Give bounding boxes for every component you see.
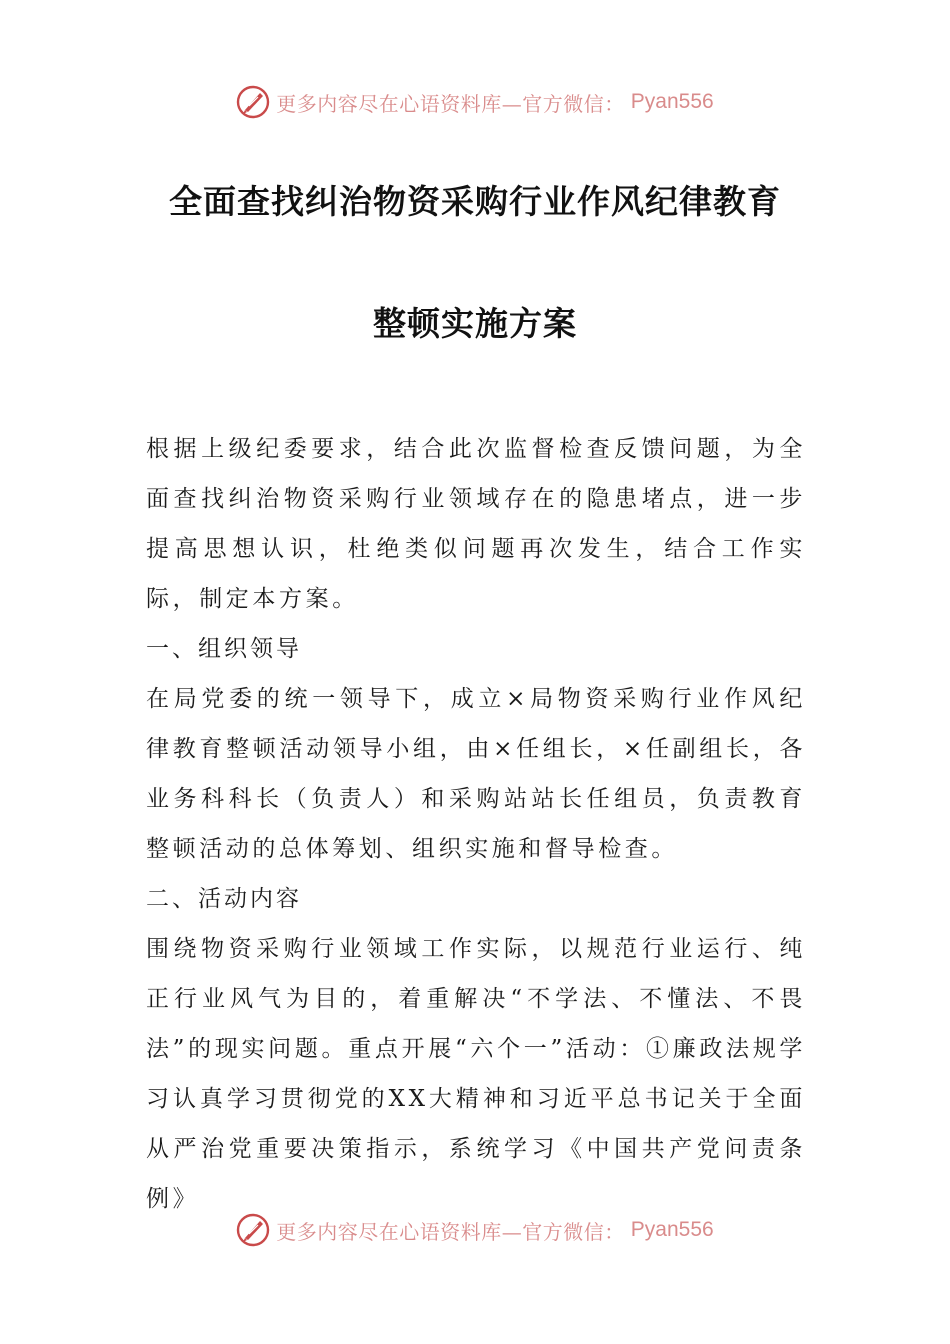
activities-paragraph: 围绕物资采购行业领域工作实际，以规范行业运行、纯正行业风气为目的，着重解决“不学法、不懂法、不畏法”的现实问题。重点开展“六个一”活动：①廉政法规学习认真学习贯彻党的XX大精神和习近平总书记关于全面从严治党重要决策指示，系统学习《中国共产党问责条例》: [146, 936, 806, 1212]
document-title-line-1: 全面查找纠治物资采购行业作风纪律教育: [169, 182, 781, 221]
document-title-line-2: 整顿实施方案: [373, 304, 577, 343]
intro-paragraph: 根据上级纪委要求，结合此次监督检查反馈问题，为全面查找纠治物资采购行业领域存在的隐患堵点，进一步提高思想认识，杜绝类似问题再次发生，结合工作实际，制定本方案。: [146, 436, 806, 612]
section-heading-organization: 一、组织领导: [146, 636, 302, 662]
watermark-text: 更多内容尽在心语资料库—官方微信：: [276, 1219, 625, 1244]
watermark-header: [0, 82, 950, 122]
watermark-contact: Pyan556: [630, 1218, 714, 1241]
section-heading-activities: 二、活动内容: [146, 886, 302, 912]
watermark-footer: [0, 1210, 950, 1250]
watermark-contact: Pyan556: [630, 90, 714, 113]
document-body: [146, 424, 806, 1224]
watermark-text: 更多内容尽在心语资料库—官方微信：: [276, 91, 625, 116]
quill-logo-icon: [236, 1213, 270, 1247]
quill-logo-icon: [236, 85, 270, 119]
organization-paragraph: 在局党委的统一领导下，成立×局物资采购行业作风纪律教育整顿活动领导小组，由×任组长，×任副组长，各业务科科长（负责人）和采购站站长任组员，负责教育整顿活动的总体筹划、组织实施和督导检查。: [146, 686, 806, 862]
